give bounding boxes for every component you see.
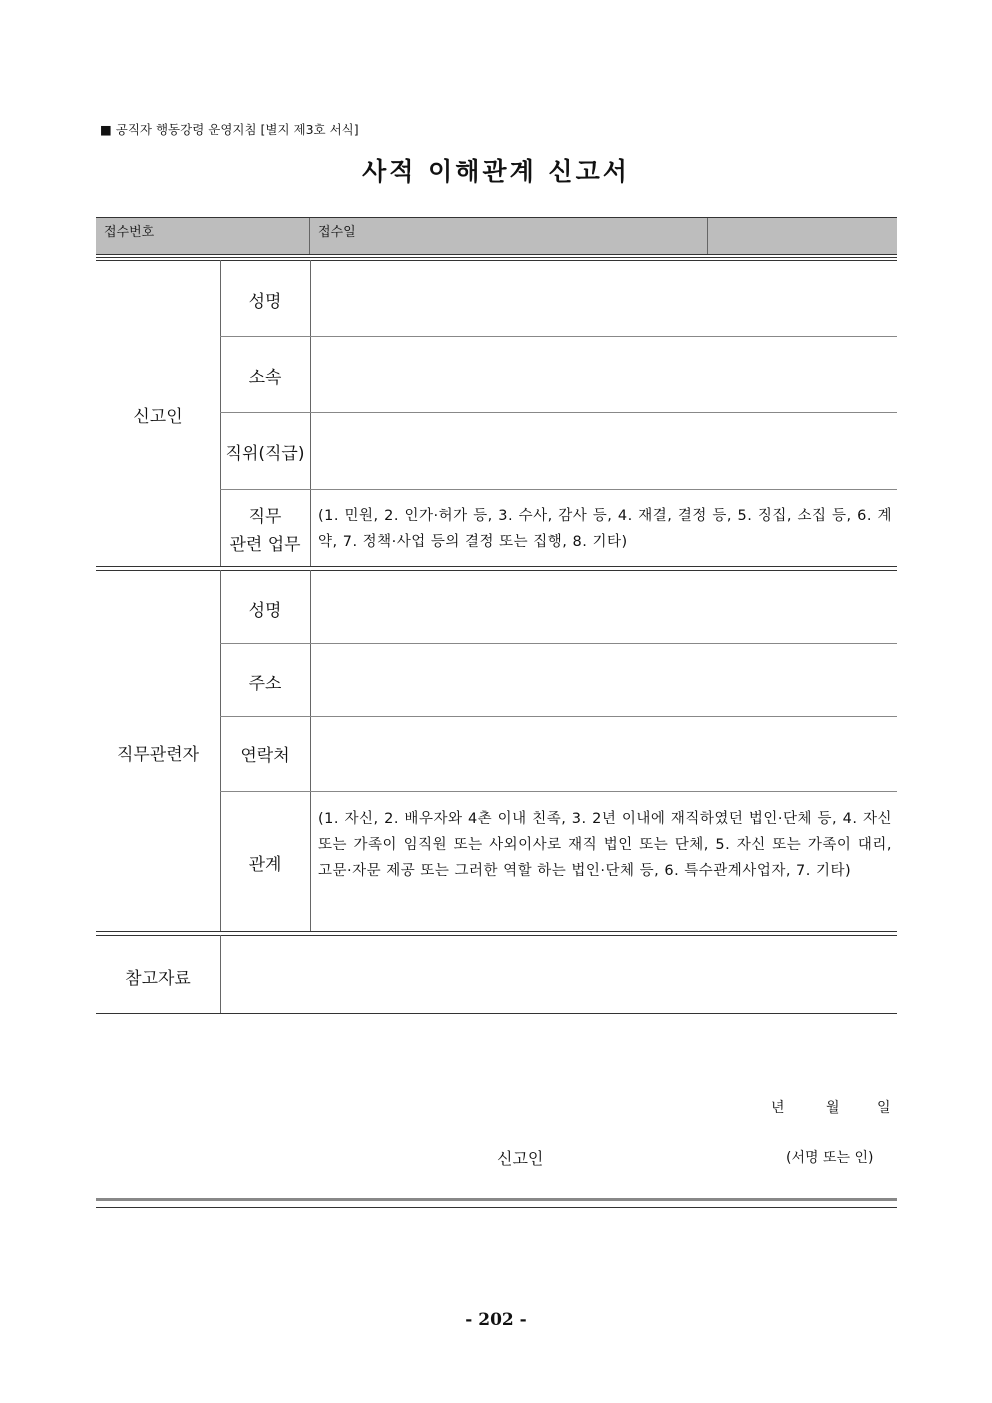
section-border	[96, 931, 897, 932]
table-bottom-border	[96, 1013, 897, 1014]
page-number: - 202 -	[465, 1310, 527, 1330]
date-month-label: 월	[826, 1100, 840, 1116]
reporter-duty-description: (1. 민원, 2. 인가·허가 등, 3. 수사, 감사 등, 4. 재결, 결정 등, 5. 징집, 소집 등, 6. 계약, 7. 정책·사업 등의 결정 또는 집행, 8. 기타)	[318, 508, 892, 550]
reporter-duty-label-line2: 관련 업무	[229, 535, 301, 555]
related-relation-description: (1. 자신, 2. 배우자와 4촌 이내 친족, 3. 2년 이내에 재직하였던 법인·단체 등, 4. 자신 또는 가족이 임직원 또는 사외이사로 재직 법인 또는 단체, 5. 자신 또는 가족이 대리, 고문·자문 제공 또는 그러한 역할 하는 법인·단체 등, 6. 특수관계사업자, 7. 기타)	[318, 811, 892, 879]
section-border	[96, 935, 897, 936]
related-name-label: 성명	[248, 601, 282, 621]
form-header-note: ■ 공직자 행동강령 운영지침 [별지 제3호 서식]	[100, 122, 359, 137]
reporter-name-label: 성명	[248, 292, 282, 312]
form-title: 사적 이해관계 신고서	[362, 157, 630, 186]
reference-label: 참고자료	[125, 969, 191, 989]
row-divider	[220, 716, 897, 717]
receipt-date-label: 접수일	[318, 225, 356, 240]
related-address-label: 주소	[248, 674, 282, 694]
reporter-duty-label-line1: 직무	[248, 507, 282, 527]
column-divider	[310, 260, 311, 566]
section-top-border	[96, 257, 897, 258]
row-divider	[220, 336, 897, 337]
divider	[707, 218, 708, 254]
related-contact-label: 연락처	[240, 746, 290, 766]
signer-label: 신고인	[497, 1149, 544, 1168]
reporter-affiliation-label: 소속	[248, 368, 282, 388]
related-party-section-label: 직무관련자	[116, 745, 200, 765]
row-divider	[220, 412, 897, 413]
section-border	[96, 566, 897, 567]
section-top-border	[96, 260, 897, 261]
reporter-section-label: 신고인	[133, 407, 183, 427]
sign-hint: (서명 또는 인)	[786, 1150, 874, 1166]
reporter-position-label: 직위(직급)	[225, 444, 305, 464]
row-divider	[220, 489, 897, 490]
column-divider	[310, 570, 311, 931]
date-year-label: 년	[771, 1100, 785, 1116]
row-divider	[220, 643, 897, 644]
section-border	[96, 570, 897, 571]
date-day-label: 일	[877, 1100, 891, 1116]
receipt-bar	[96, 217, 897, 255]
related-relation-label: 관계	[248, 855, 282, 875]
footer-rule	[96, 1198, 897, 1201]
footer-rule	[96, 1207, 897, 1208]
divider	[309, 218, 310, 254]
column-divider	[220, 935, 221, 1013]
receipt-number-label: 접수번호	[104, 225, 155, 240]
row-divider	[220, 791, 897, 792]
